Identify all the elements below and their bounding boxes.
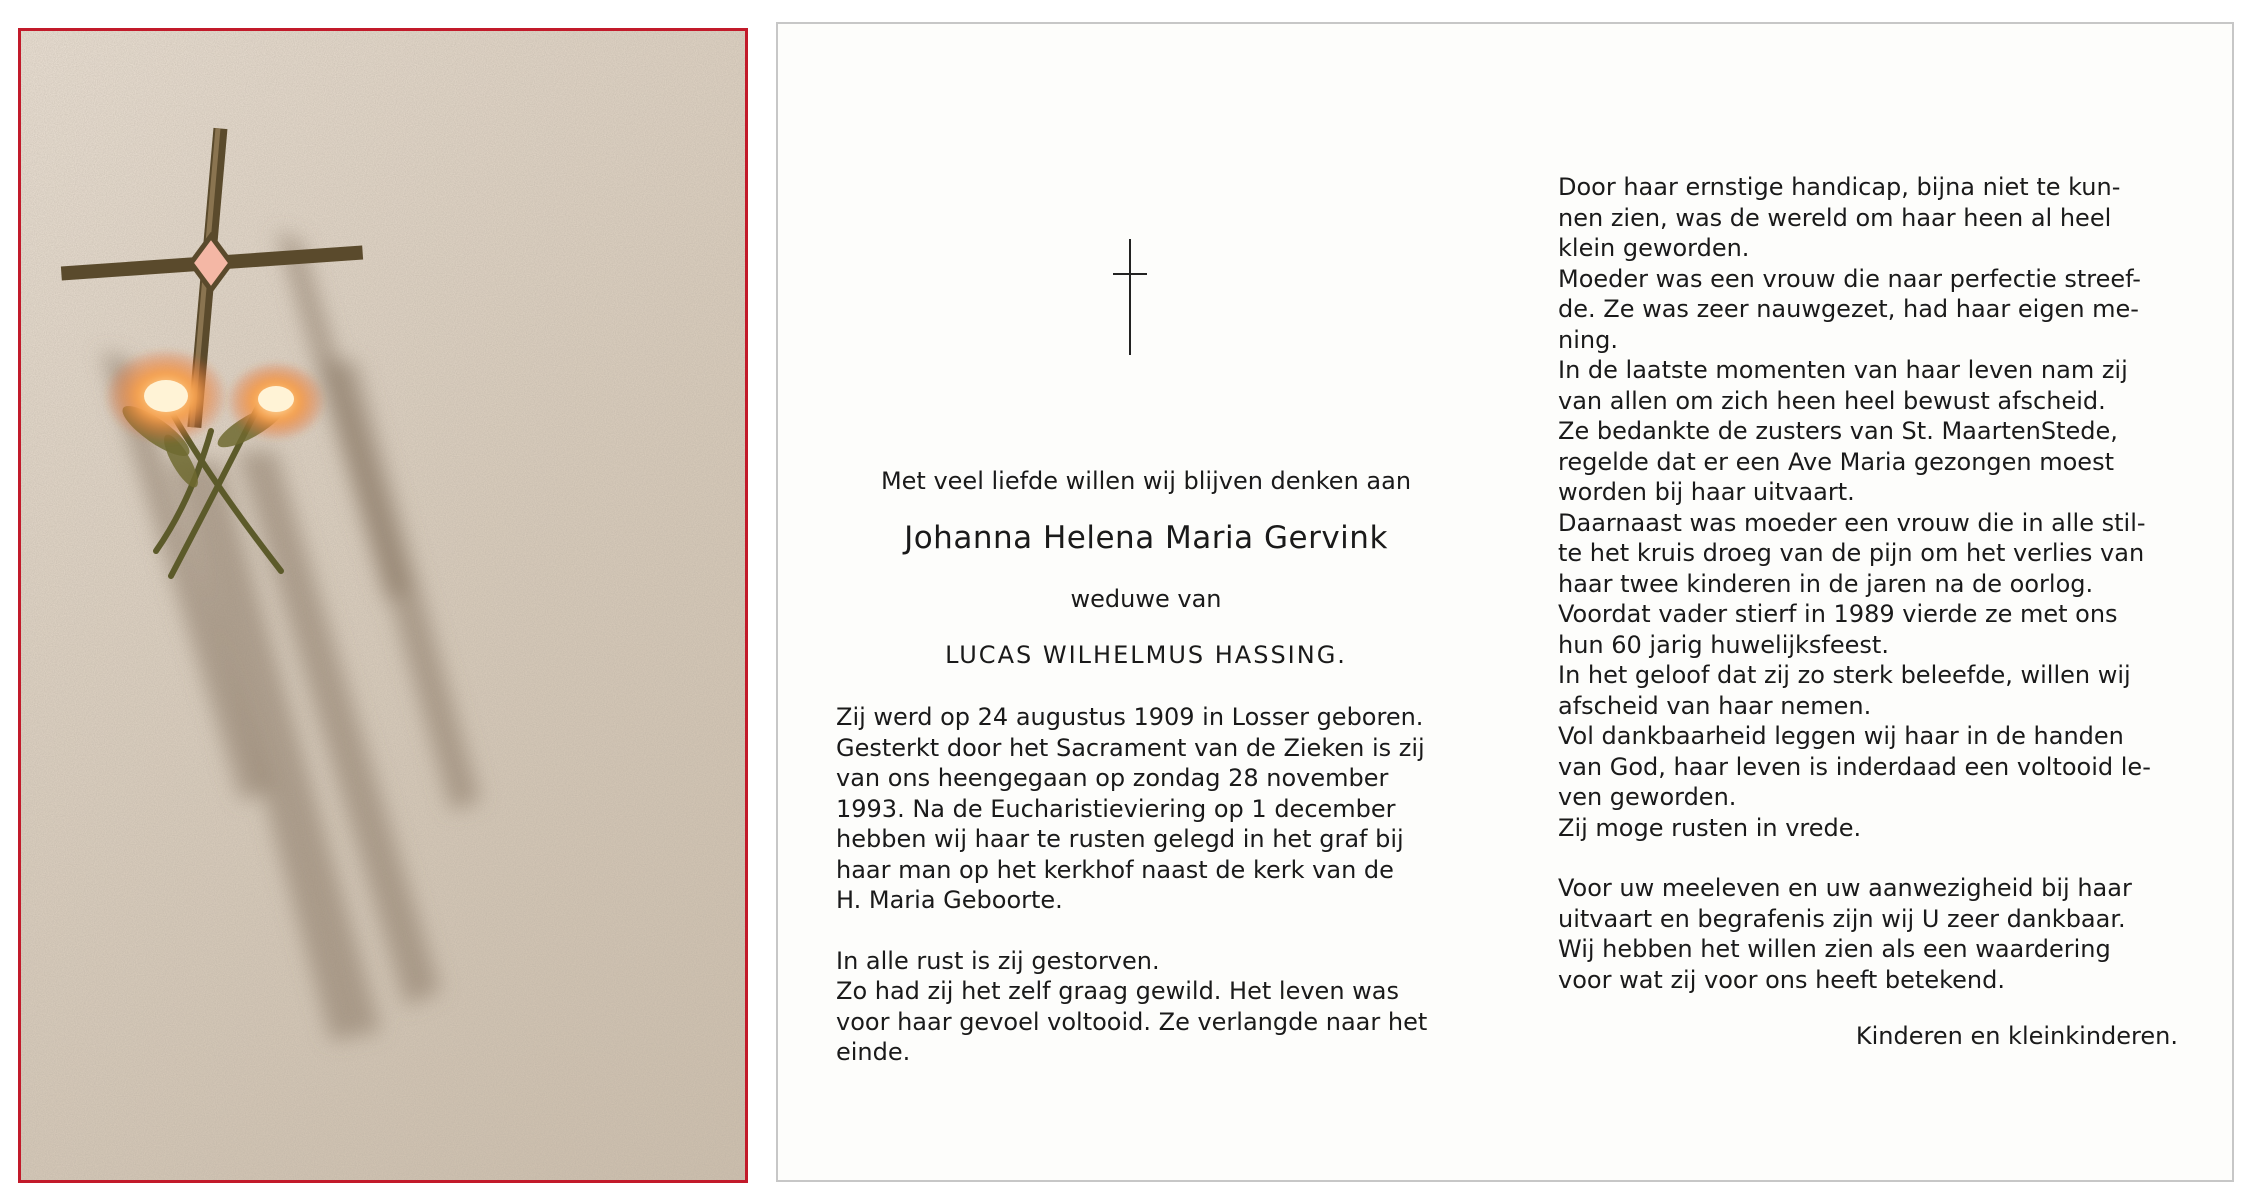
- left-column: [836, 464, 1456, 1068]
- text-line: 1993. Na de Eucharistieviering op 1 december: [836, 794, 1396, 823]
- cross-icon: [1113, 239, 1147, 355]
- text-line: van allen om zich heen heel bewust afscheid.: [1558, 386, 2106, 415]
- text-line: klein geworden.: [1558, 234, 1750, 262]
- text-line: Ze bedankte de zusters van St. MaartenStede,: [1558, 417, 2118, 445]
- text-line: hun 60 jarig huwelijksfeest.: [1558, 630, 1889, 659]
- biography-paragraph: [836, 702, 1456, 916]
- text-line: Zij moge rusten in vrede.: [1558, 813, 1862, 842]
- text-line: voor haar gevoel voltooid. Ze verlangde naar het: [836, 1007, 1428, 1036]
- text-line: H. Maria Geboorte.: [836, 886, 1063, 914]
- text-line: afscheid van haar nemen.: [1558, 691, 1872, 720]
- text-line: hebben wij haar te rusten gelegd in het graf bij: [836, 825, 1404, 853]
- text-line: regelde dat er een Ave Maria gezongen moest: [1558, 447, 2114, 476]
- obituary-text-card: [776, 22, 2234, 1182]
- text-line: Moeder was een vrouw die naar perfectie streef-: [1558, 264, 2141, 293]
- text-line: ning.: [1558, 325, 1618, 354]
- text-line: Daarnaast was moeder een vrouw die in alle stil-: [1558, 508, 2146, 537]
- thanks-paragraph: [1558, 873, 2178, 995]
- right-column: [1558, 172, 2178, 1052]
- text-line: Zo had zij het zelf graag gewild. Het leven was: [836, 977, 1399, 1005]
- text-line: uitvaart en begrafenis zijn wij U zeer dankbaar.: [1558, 904, 2126, 933]
- text-line: Zij werd op 24 augustus 1909 in Losser geboren.: [836, 703, 1424, 731]
- cross-with-lilies-image: [21, 31, 745, 1180]
- text-line: van God, haar leven is inderdaad een voltooid le-: [1558, 752, 2151, 781]
- memories-paragraph: [1558, 172, 2178, 843]
- text-line: einde.: [836, 1038, 911, 1066]
- widow-of-line: weduwe van: [1070, 585, 1222, 613]
- text-line: Voordat vader stierf in 1989 vierde ze met ons: [1558, 600, 2118, 628]
- text-line: Gesterkt door het Sacrament van de Zieken is zij: [836, 733, 1425, 762]
- text-line: In alle rust is zij gestorven.: [836, 946, 1160, 975]
- text-line: Wij hebben het willen zien als een waardering: [1558, 935, 2111, 963]
- text-line: voor wat zij voor ons heeft betekend.: [1558, 965, 2005, 994]
- intro-line: Met veel liefde willen wij blijven denken aan: [880, 467, 1412, 495]
- deceased-name: Johanna Helena Maria Gervink: [904, 520, 1388, 556]
- text-line: Vol dankbaarheid leggen wij haar in de handen: [1558, 722, 2124, 750]
- text-line: te het kruis droeg van de pijn om het verlies van: [1558, 539, 2145, 567]
- text-line: nen zien, was de wereld om haar heen al heel: [1558, 203, 2112, 232]
- husband-name: LUCAS WILHELMUS HASSING.: [945, 641, 1347, 669]
- text-line: van ons heengegaan op zondag 28 november: [836, 764, 1389, 792]
- text-line: Door haar ernstige handicap, bijna niet te kun-: [1558, 173, 2121, 201]
- cover-photo: [18, 28, 748, 1183]
- text-line: In de laatste momenten van haar leven nam zij: [1558, 356, 2128, 384]
- text-line: haar man op het kerkhof naast de kerk van de: [836, 855, 1394, 884]
- text-line: haar twee kinderen in de jaren na de oorlog.: [1558, 569, 2094, 598]
- signoff: Kinderen en kleinkinderen.: [1855, 1022, 2178, 1050]
- text-line: de. Ze was zeer nauwgezet, had haar eigen me-: [1558, 295, 2139, 323]
- text-line: Voor uw meeleven en uw aanwezigheid bij haar: [1558, 874, 2132, 902]
- text-line: ven geworden.: [1558, 783, 1737, 811]
- rest-paragraph: [836, 946, 1456, 1068]
- text-line: In het geloof dat zij zo sterk beleefde, willen wij: [1558, 661, 2131, 689]
- text-line: worden bij haar uitvaart.: [1558, 478, 1855, 506]
